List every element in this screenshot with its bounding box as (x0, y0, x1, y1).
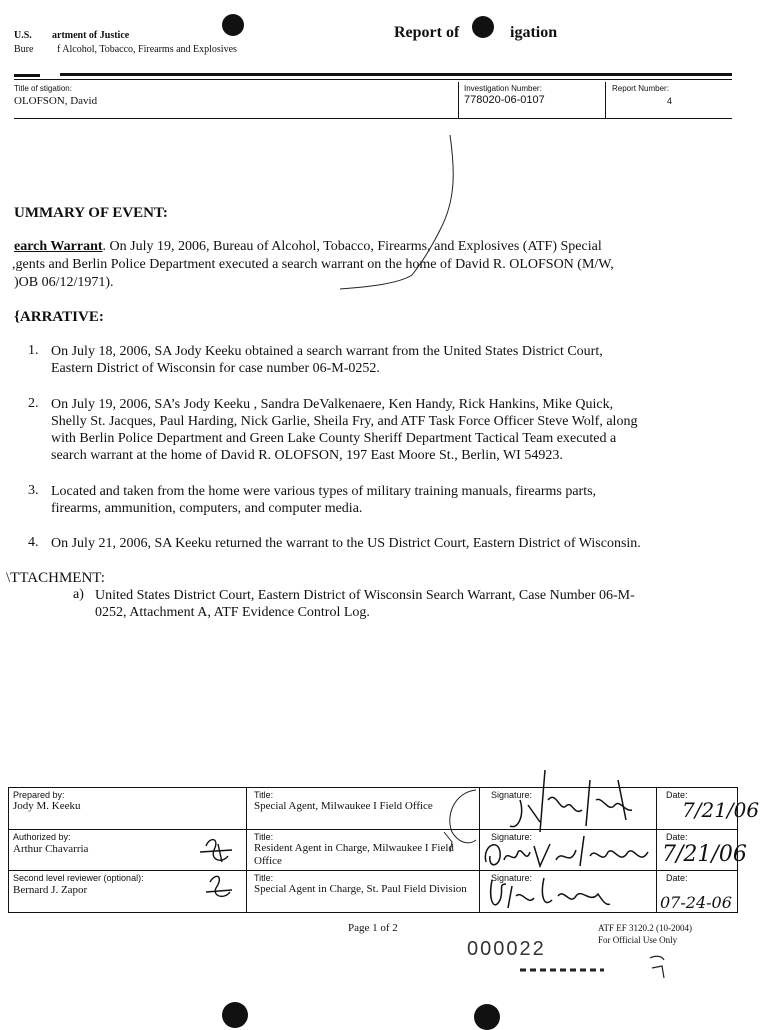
summary-lead: earch Warrant (14, 239, 103, 254)
page-number: Page 1 of 2 (348, 922, 398, 934)
row1-title-value: Special Agent, Milwaukee I Field Office (254, 800, 433, 812)
attachment-item-letter: a) (73, 587, 84, 602)
summary-heading: UMMARY OF EVENT: (14, 205, 168, 221)
punch-hole-bottom-right (474, 1004, 500, 1030)
row3-date-handwritten: 07-24-06 (660, 893, 732, 912)
authorized-by-name: Arthur Chavarria (13, 843, 89, 855)
narrative-heading: {ARRATIVE: (14, 309, 104, 325)
investigation-title-label: Title of stigation: (14, 84, 72, 93)
row1-title-label: Title: (254, 790, 274, 800)
attachment-item-text: United States District Court, Eastern District of Wisconsin Search Warrant, Case Number 06-M- 0252, Attachment A, ATF Evidence Control Log. (95, 588, 635, 620)
summary-line-1: . On July 19, 2006, Bureau of Alcohol, Tobacco, Firearms, and Explosives (ATF) Special (102, 239, 602, 254)
row3-title-value: Special Agent in Charge, St. Paul Field Division (254, 883, 467, 895)
agency-line2-left: Bure (14, 44, 34, 55)
row1-date-label: Date: (666, 790, 688, 800)
second-reviewer-name: Bernard J. Zapor (13, 884, 88, 896)
prepared-by-name: Jody M. Keeku (13, 800, 81, 812)
report-number-label: Report Number: (612, 84, 669, 93)
official-use-notice: For Official Use Only (598, 935, 678, 945)
investigation-number-label: Investigation Number: (464, 84, 542, 93)
narrative-item-text: On July 21, 2006, SA Keeku returned the warrant to the US District Court, Eastern District of Wisconsin. (51, 536, 641, 551)
report-number-value: 4 (667, 96, 673, 106)
narrative-item-number: 2. (28, 396, 39, 411)
investigation-number-value: 778020-06-0107 (464, 94, 545, 106)
row3-signature-label: Signature: (491, 873, 533, 883)
row2-signature-label: Signature: (491, 832, 533, 842)
row1-signature-label: Signature: (491, 790, 533, 800)
form-number: ATF EF 3120.2 (10-2004) (598, 923, 692, 933)
row2-date-label: Date: (666, 832, 688, 842)
narrative-item-number: 4. (28, 535, 39, 550)
investigation-title-value: OLOFSON, David (14, 95, 98, 107)
attachment-heading: \TTACHMENT: (6, 570, 105, 586)
narrative-item-number: 1. (28, 343, 39, 358)
agency-line1-right: artment of Justice (52, 30, 130, 41)
narrative-item-text: On July 19, 2006, SA’s Jody Keeku , Sandra DeValkenaere, Ken Handy, Rick Hankins, Mike Quick, Shelly St. Jacques, Paul Harding, Nick Garlie, Sheila Fry, and ATF Task Force Officer Steve Wolf, along with Berlin Police Department and Green Lake County Sheriff Department Tactical Team executed a search warrant at the home of David R. OLOFSON, 197 East Moore St., Berlin, WI 54923. (51, 397, 638, 463)
row3-title-label: Title: (254, 873, 274, 883)
report-title-left: Report of (394, 24, 460, 41)
narrative-item-text: On July 18, 2006, SA Jody Keeku obtained a search warrant from the United States District Court, Eastern District of Wisconsin for case number 06-M-0252. (51, 344, 603, 376)
summary-line-2: gents and Berlin Police Department executed a search warrant on the home of David R. OLOFSON (M/W, (15, 257, 614, 272)
summary-paragraph: earch Warrant. On July 19, 2006, Bureau of Alcohol, Tobacco, Firearms, and Explosives (ATF) Special ,gents and Berlin Police Department executed a search warrant on the home of David R. OLOFSON (M/W, )OB 06/12/1971). (12, 239, 614, 290)
summary-line-3: OB 06/12/1971). (18, 275, 114, 290)
second-reviewer-label: Second level reviewer (optional): (13, 873, 144, 883)
agency-line1-left: U.S. (14, 30, 32, 41)
row1-date-handwritten: 7/21/06 (682, 798, 760, 822)
bates-number: 000022 (467, 938, 546, 960)
row2-date-handwritten: 7/21/06 (662, 842, 747, 867)
row2-title-label: Title: (254, 832, 274, 842)
narrative-item-text: Located and taken from the home were various types of military training manuals, firearms parts, firearms, ammunition, computers, and computer media. (51, 484, 597, 516)
punch-hole-bottom-left (222, 1002, 248, 1028)
row2-title-value: Resident Agent in Charge, Milwaukee I Field Office (254, 842, 454, 867)
authorized-by-label: Authorized by: (13, 832, 71, 842)
prepared-by-label: Prepared by: (13, 790, 65, 800)
narrative-item-number: 3. (28, 483, 39, 498)
report-title-right: igation (510, 24, 558, 41)
agency-line2-right: f Alcohol, Tobacco, Firearms and Explosives (57, 44, 237, 55)
row3-date-label: Date: (666, 873, 688, 883)
